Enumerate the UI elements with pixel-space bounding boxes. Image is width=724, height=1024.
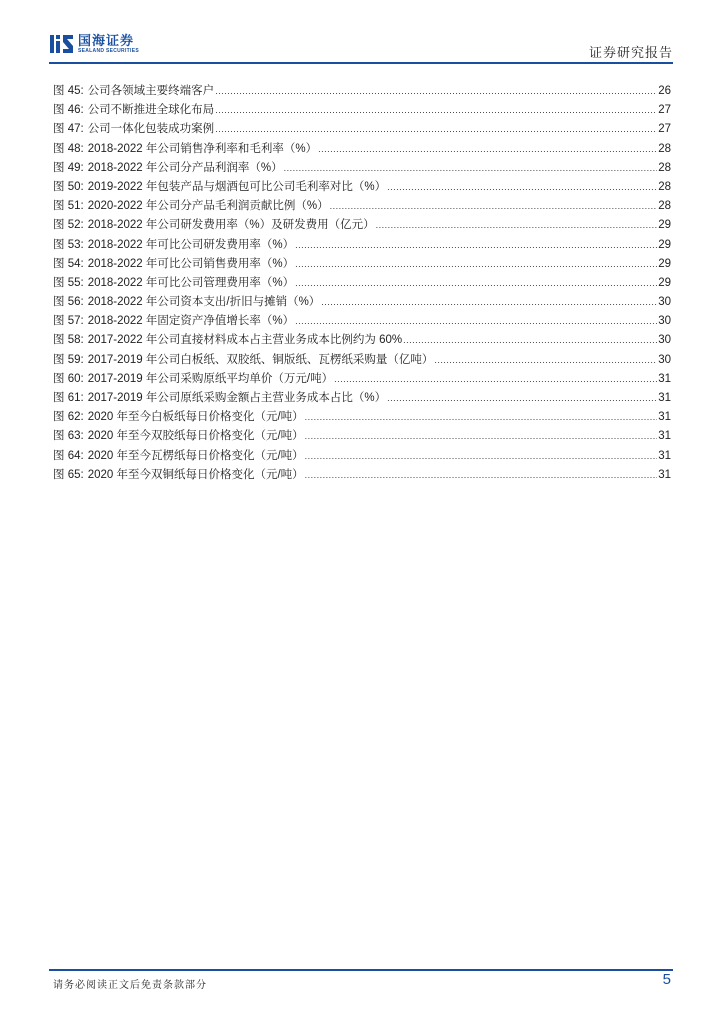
toc-entry[interactable] (53, 82, 671, 101)
toc-entry[interactable] (53, 197, 671, 216)
toc-entry[interactable] (53, 312, 671, 331)
toc-page-number: 30 (658, 353, 671, 366)
toc-entry[interactable] (53, 159, 671, 178)
toc-entry[interactable] (53, 216, 671, 235)
toc-figure-title: 2018-2022 年公司资本支出/折旧与摊销（%） (87, 296, 321, 309)
toc-figure-title: 2018-2022 年可比公司管理费用率（%） (87, 276, 295, 289)
toc-figure-title: 2020-2022 年公司分产品毛利润贡献比例（%） (87, 200, 329, 213)
toc-page-number: 28 (658, 180, 671, 193)
toc-page-number: 26 (658, 85, 671, 97)
header-divider (49, 62, 673, 64)
toc-figure-label: 图 53: (53, 238, 84, 251)
toc-leader-dots (434, 355, 657, 365)
toc-entry[interactable] (53, 236, 671, 255)
toc-leader-dots (305, 412, 658, 422)
toc-leader-dots (321, 297, 657, 307)
toc-figure-title: 2020 年至今瓦楞纸每日价格变化（元/吨） (87, 449, 304, 462)
toc-figure-label: 图 58: (53, 334, 84, 347)
toc-leader-dots (215, 124, 657, 134)
toc-entry[interactable] (53, 447, 671, 466)
toc-figure-label: 图 63: (53, 430, 84, 443)
toc-entry[interactable] (53, 466, 671, 485)
toc-leader-dots (387, 182, 657, 192)
toc-page-number: 30 (658, 296, 671, 309)
toc-entry[interactable] (53, 370, 671, 389)
toc-figure-title: 2018-2022 年公司销售净利率和毛利率（%） (87, 142, 318, 155)
toc-figure-label: 图 52: (53, 219, 84, 232)
toc-page-number: 29 (658, 238, 671, 251)
toc-figure-label: 图 48: (53, 142, 84, 155)
toc-leader-dots (295, 259, 657, 269)
report-type-title: 证券研究报告 (588, 45, 673, 60)
toc-figure-label: 图 47: (53, 123, 84, 136)
toc-entry[interactable] (53, 293, 671, 312)
toc-figure-label: 图 49: (53, 161, 84, 174)
toc-entry[interactable] (53, 331, 671, 350)
toc-figure-label: 图 51: (53, 200, 84, 213)
toc-entry[interactable] (53, 178, 671, 197)
toc-leader-dots (215, 105, 657, 115)
toc-page-number: 31 (658, 430, 671, 443)
toc-page-number: 28 (658, 161, 671, 174)
footer-divider (49, 969, 673, 971)
toc-figure-label: 图 62: (53, 411, 84, 424)
toc-page-number: 28 (658, 142, 671, 155)
toc-figure-title: 2020 年至今白板纸每日价格变化（元/吨） (87, 411, 304, 424)
toc-leader-dots (334, 374, 657, 384)
toc-figure-title: 2020 年至今双胶纸每日价格变化（元/吨） (87, 430, 304, 443)
company-logo (49, 30, 139, 58)
toc-page-number: 29 (658, 257, 671, 270)
toc-figure-title: 2018-2022 年可比公司销售费用率（%） (87, 257, 295, 270)
toc-entry[interactable] (53, 120, 671, 139)
toc-figure-title: 2017-2022 年公司直接材料成本占主营业务成本比例约为 60% (87, 334, 403, 347)
toc-page-number: 31 (658, 372, 671, 385)
page-number: 5 (662, 971, 671, 988)
toc-figure-label: 图 55: (53, 276, 84, 289)
toc-entry[interactable] (53, 389, 671, 408)
toc-entry[interactable] (53, 351, 671, 370)
toc-entry[interactable] (53, 140, 671, 159)
toc-leader-dots (403, 335, 657, 345)
toc-leader-dots (284, 163, 658, 173)
toc-figure-label: 图 46: (53, 104, 84, 117)
toc-leader-dots (318, 144, 657, 154)
toc-figure-title: 2020 年至今双铜纸每日价格变化（元/吨） (87, 468, 304, 481)
toc-page-number: 29 (658, 276, 671, 289)
toc-figure-title: 2018-2022 年固定资产净值增长率（%） (87, 315, 295, 328)
toc-figure-label: 图 56: (53, 296, 84, 309)
toc-page-number: 31 (658, 411, 671, 424)
toc-figure-label: 图 60: (53, 372, 84, 385)
toc-leader-dots (295, 240, 657, 250)
toc-leader-dots (330, 201, 658, 211)
page-header (49, 24, 673, 68)
sealand-logo-icon (49, 32, 75, 56)
toc-figure-label: 图 64: (53, 449, 84, 462)
toc-figure-title: 公司不断推进全球化布局 (87, 104, 215, 117)
toc-page-number: 31 (658, 449, 671, 462)
toc-entry[interactable] (53, 255, 671, 274)
toc-leader-dots (215, 86, 657, 96)
toc-figure-title: 2019-2022 年包装产品与烟酒包可比公司毛利率对比（%） (87, 180, 387, 193)
toc-figure-label: 图 50: (53, 180, 84, 193)
toc-figure-title: 2017-2019 年公司采购原纸平均单价（万元/吨） (87, 372, 334, 385)
logo-chinese-name: 国海证券 (78, 33, 135, 48)
footer-disclaimer: 请务必阅读正文后免责条款部分 (53, 980, 207, 991)
toc-page-number: 31 (658, 468, 671, 481)
toc-page-number: 27 (658, 104, 671, 117)
toc-leader-dots (305, 451, 658, 461)
toc-figure-title: 2018-2022 年公司研发费用率（%）及研发费用（亿元） (87, 219, 375, 232)
toc-figure-title: 2017-2019 年公司白板纸、双胶纸、铜版纸、瓦楞纸采购量（亿吨） (87, 353, 434, 366)
toc-entry[interactable] (53, 101, 671, 120)
toc-figure-label: 图 59: (53, 353, 84, 366)
figure-list (53, 82, 671, 485)
toc-figure-title: 2017-2019 年公司原纸采购金额占主营业务成本占比（%） (87, 392, 387, 404)
toc-leader-dots (376, 220, 658, 230)
toc-figure-title: 公司一体化包装成功案例 (87, 123, 215, 136)
toc-figure-label: 图 45: (53, 85, 84, 97)
toc-figure-title: 2018-2022 年可比公司研发费用率（%） (87, 238, 295, 251)
toc-leader-dots (295, 316, 657, 326)
toc-page-number: 27 (658, 123, 671, 136)
toc-entry[interactable] (53, 408, 671, 427)
toc-figure-label: 图 57: (53, 315, 84, 328)
toc-page-number: 30 (658, 315, 671, 328)
logo-english-name: SEALAND SECURITIES (78, 48, 139, 54)
toc-leader-dots (387, 393, 657, 403)
toc-page-number: 28 (658, 200, 671, 213)
toc-page-number: 31 (658, 392, 671, 404)
toc-leader-dots (305, 470, 658, 480)
toc-figure-label: 图 61: (53, 392, 84, 404)
toc-page-number: 30 (658, 334, 671, 347)
toc-figure-label: 图 54: (53, 257, 84, 270)
toc-entry[interactable] (53, 274, 671, 293)
toc-entry[interactable] (53, 427, 671, 446)
toc-leader-dots (305, 431, 658, 441)
toc-figure-title: 2018-2022 年公司分产品利润率（%） (87, 161, 283, 174)
toc-page-number: 29 (658, 219, 671, 232)
toc-figure-label: 图 65: (53, 468, 84, 481)
toc-leader-dots (295, 278, 657, 288)
toc-figure-title: 公司各领域主要终端客户 (87, 85, 215, 97)
